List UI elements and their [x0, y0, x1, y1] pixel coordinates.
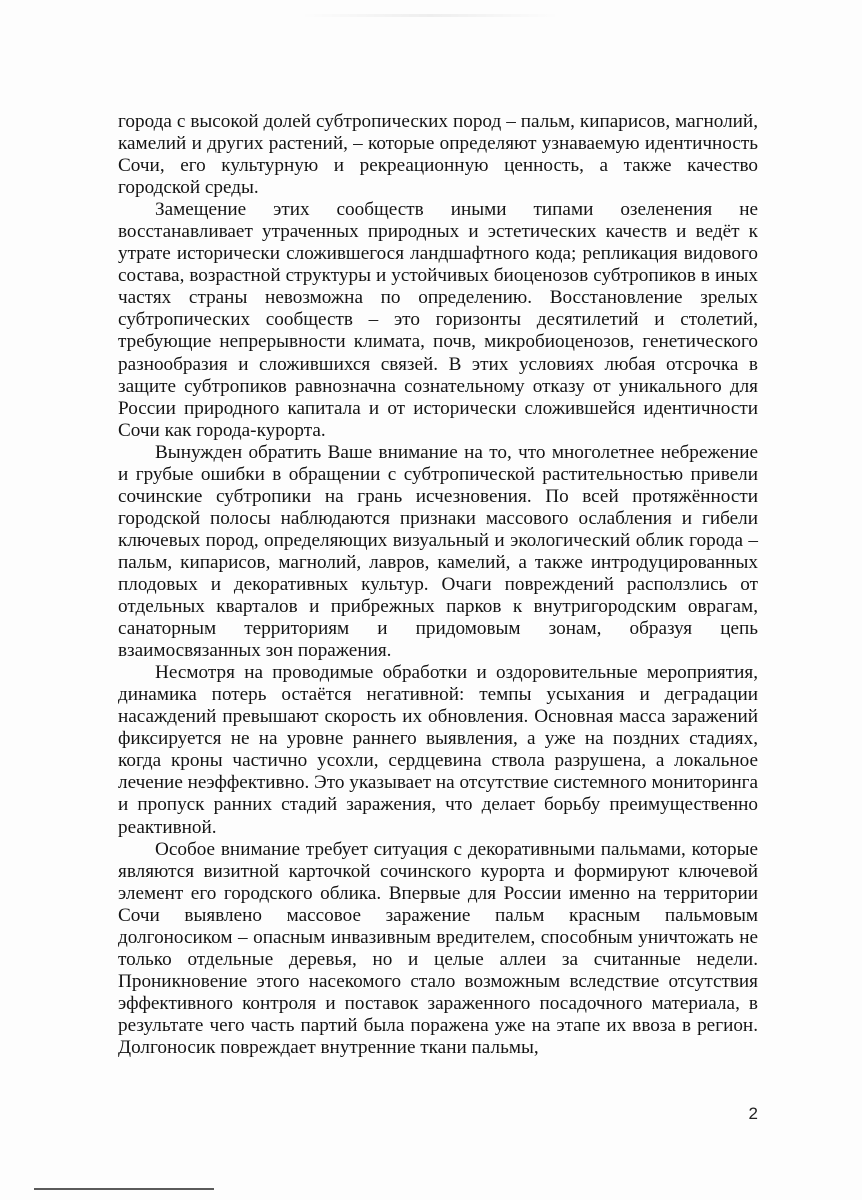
paragraph: Особое внимание требует ситуация с декоративными пальмами, которые являются визитной карточкой сочинского курорта и формируют ключевой элемент его городского облика. Впервые для России именно на территории Сочи выявлено массовое заражение пальм красным пальмовым долгоносиком – опасным инвазивным вредителем, способным уничтожать не только отдельные деревья, но и целые аллеи за считанные недели. Проникновение этого насекомого стало возможным вследствие отсутствия эффективного контроля и поставок зараженного посадочного материала, в результате чего часть партий была поражена уже на этапе их ввоза в регион. Долгоносик повреждает внутренние ткани пальмы,: [118, 838, 758, 1058]
paragraph: Замещение этих сообществ иными типами озеленения не восстанавливает утраченных природных и эстетических качеств и ведёт к утрате исторически сложившегося ландшафтного кода; репликация видового состава, возрастной структуры и устойчивых биоценозов субтропиков в иных частях страны невозможна по определению. Восстановление зрелых субтропических сообществ – это горизонты десятилетий и столетий, требующие непрерывности климата, почв, микробиоценозов, генетического разнообразия и сложившихся связей. В этих условиях любая отсрочка в защите субтропиков равнозначна сознательному отказу от уникального для России природного капитала и от исторически сложившейся идентичности Сочи как города-курорта.: [118, 199, 758, 441]
paragraph: Несмотря на проводимые обработки и оздоровительные мероприятия, динамика потерь остаётся негативной: темпы усыхания и деградации насаждений превышают скорость их обновления. Основная масса заражений фиксируется не на уровне раннего выявления, а уже на поздних стадиях, когда кроны частично усохли, сердцевина ствола разрушена, а локальное лечение неэффективно. Это указывает на отсутствие системного мониторинга и пропуск ранних стадий заражения, что делает борьбу преимущественно реактивной.: [118, 662, 758, 838]
paragraph: Вынужден обратить Ваше внимание на то, что многолетнее небрежение и грубые ошибки в обращении с субтропической растительностью привели сочинские субтропики на грань исчезновения. По всей протяжённости городской полосы наблюдаются признаки массового ослабления и гибели ключевых пород, определяющих визуальный и экологический облик города – пальм, кипарисов, магнолий, лавров, камелий, а также интродуцированных плодовых и декоративных культур. Очаги повреждений расползлись от отдельных кварталов и прибрежных парков к внутригородским оврагам, санаторным территориям и придомовым зонам, образуя цепь взаимосвязанных зон поражения.: [118, 441, 758, 662]
paragraph-continued: города с высокой долей субтропических пород – пальм, кипарисов, магнолий, камелий и других растений, – которые определяют узнаваемую идентичность Сочи, его культурную и рекреационную ценность, а также качество городской среды.: [118, 111, 758, 199]
footer-divider: [34, 1188, 214, 1190]
page-number: 2: [748, 1104, 758, 1123]
scan-artifact: [300, 14, 560, 17]
document-body: [118, 111, 758, 1059]
